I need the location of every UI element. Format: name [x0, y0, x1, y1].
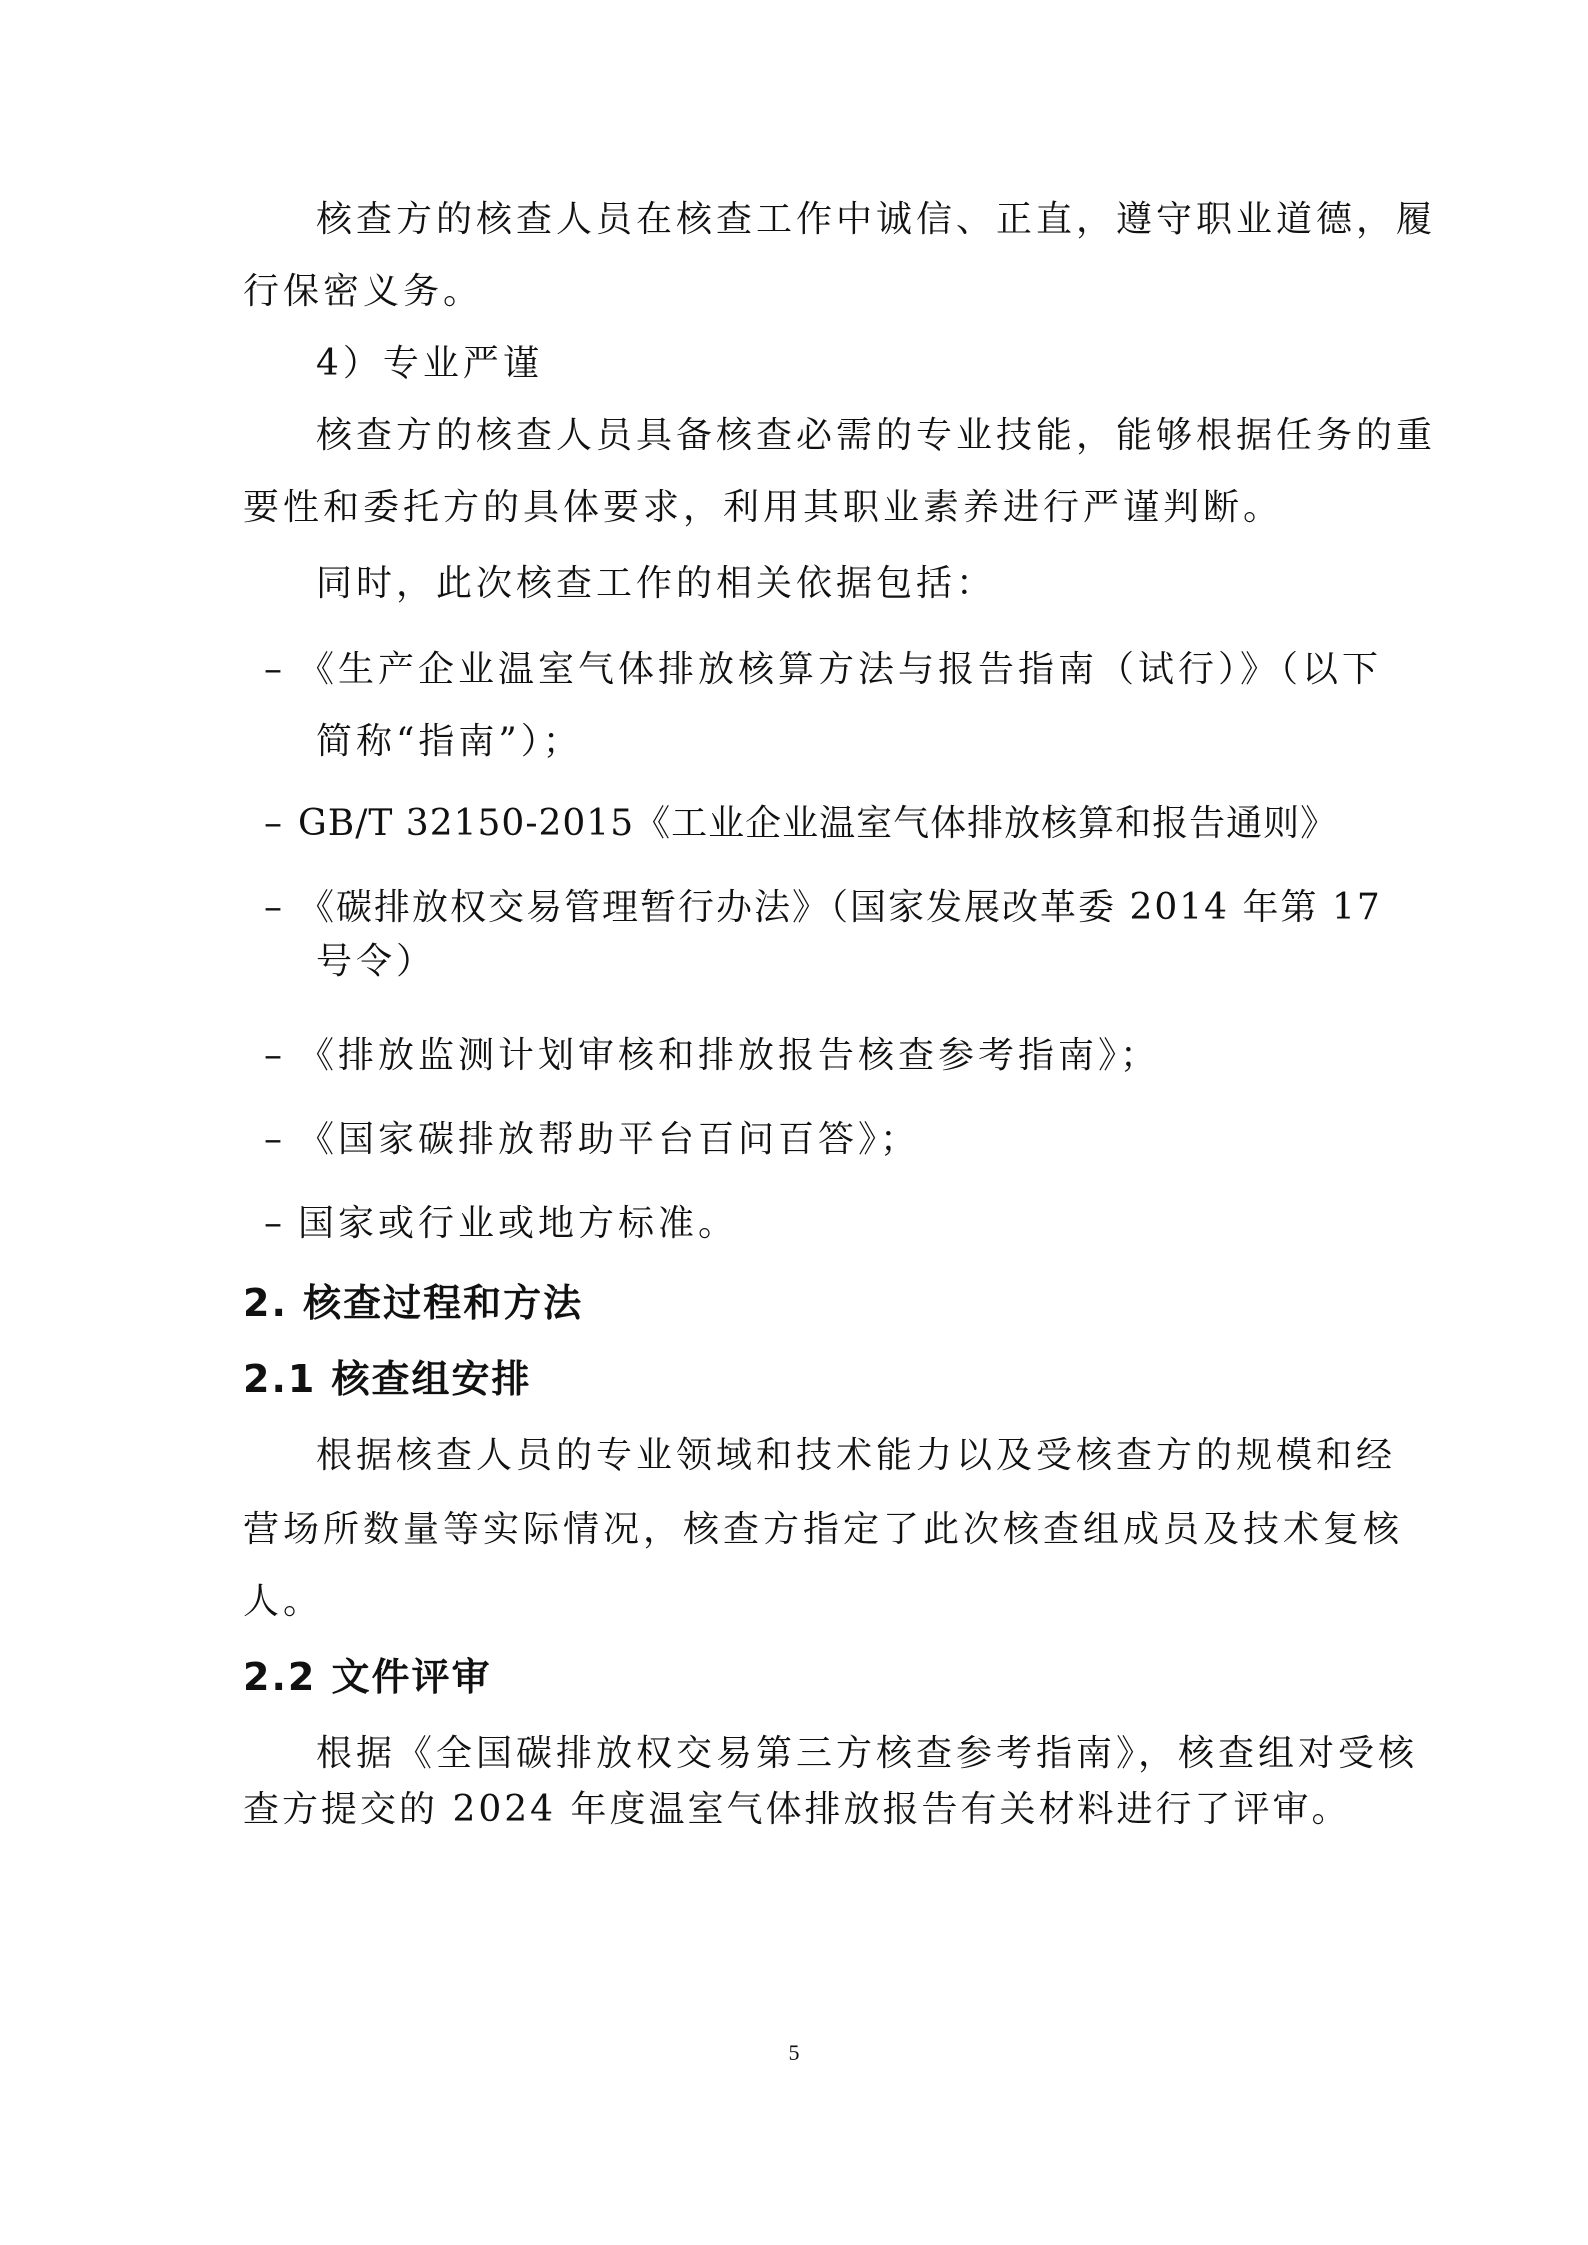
- paragraph-basis-intro: 同时，此次核查工作的相关依据包括：: [316, 563, 997, 604]
- section-heading-2-1: 2.1 核查组安排: [243, 1357, 532, 1401]
- basis-item-guideline-line2: 简称“指南”）；: [316, 721, 583, 762]
- paragraph-team-line3: 人。: [243, 1581, 324, 1622]
- basis-item-trading-measures-line2: 号令）: [316, 941, 437, 982]
- basis-item-text: 《排放监测计划审核和排放报告核查参考指南》；: [298, 1035, 1161, 1076]
- paragraph-integrity-line2: 行保密义务。: [243, 271, 484, 312]
- basis-item-text: 国家或行业或地方标准。: [298, 1203, 739, 1244]
- list-dash: –: [264, 1203, 286, 1244]
- list-dash: –: [264, 1035, 286, 1076]
- basis-item-guideline: [264, 648, 1382, 692]
- paragraph-rigor-line1: 核查方的核查人员具备核查必需的专业技能，能够根据任务的重: [316, 415, 1437, 456]
- page-number: 5: [788, 2040, 800, 2065]
- basis-item-gbt: [264, 802, 1337, 846]
- list-dash: –: [264, 649, 286, 690]
- list-dash: –: [264, 803, 283, 844]
- basis-item-text: GB/T 32150-2015《工业企业温室气体排放核算和报告通则》: [298, 803, 1338, 844]
- basis-item-text: 《国家碳排放帮助平台百问百答》；: [298, 1119, 921, 1160]
- paragraph-rigor-line2: 要性和委托方的具体要求，利用其职业素养进行严谨判断。: [243, 487, 1284, 528]
- section-heading-2: 2. 核查过程和方法: [243, 1281, 584, 1325]
- paragraph-team-line1: 根据核查人员的专业领域和技术能力以及受核查方的规模和经: [316, 1435, 1397, 1476]
- paragraph-integrity-line1: 核查方的核查人员在核查工作中诚信、正直，遵守职业道德，履: [316, 199, 1437, 240]
- paragraph-team-line2: 营场所数量等实际情况，核查方指定了此次核查组成员及技术复核: [243, 1509, 1404, 1550]
- section-heading-2-2: 2.2 文件评审: [243, 1655, 492, 1699]
- list-dash: –: [264, 887, 284, 928]
- list-item-professional-rigor: 4）专业严谨: [316, 343, 543, 384]
- basis-item-monitoring-guide: [264, 1034, 1160, 1078]
- list-dash: –: [264, 1119, 286, 1160]
- basis-item-standards: [264, 1202, 738, 1246]
- basis-item-text: 《生产企业温室气体排放核算方法与报告指南（试行）》（以下: [298, 649, 1383, 690]
- paragraph-review-line2: 查方提交的 2024 年度温室气体排放报告有关材料进行了评审。: [243, 1789, 1351, 1830]
- basis-item-text: 《碳排放权交易管理暂行办法》（国家发展改革委 2014 年第 17: [298, 887, 1382, 928]
- basis-item-faq: [264, 1118, 920, 1162]
- basis-item-trading-measures: [264, 886, 1382, 930]
- paragraph-review-line1: 根据《全国碳排放权交易第三方核查参考指南》，核查组对受核: [316, 1733, 1419, 1774]
